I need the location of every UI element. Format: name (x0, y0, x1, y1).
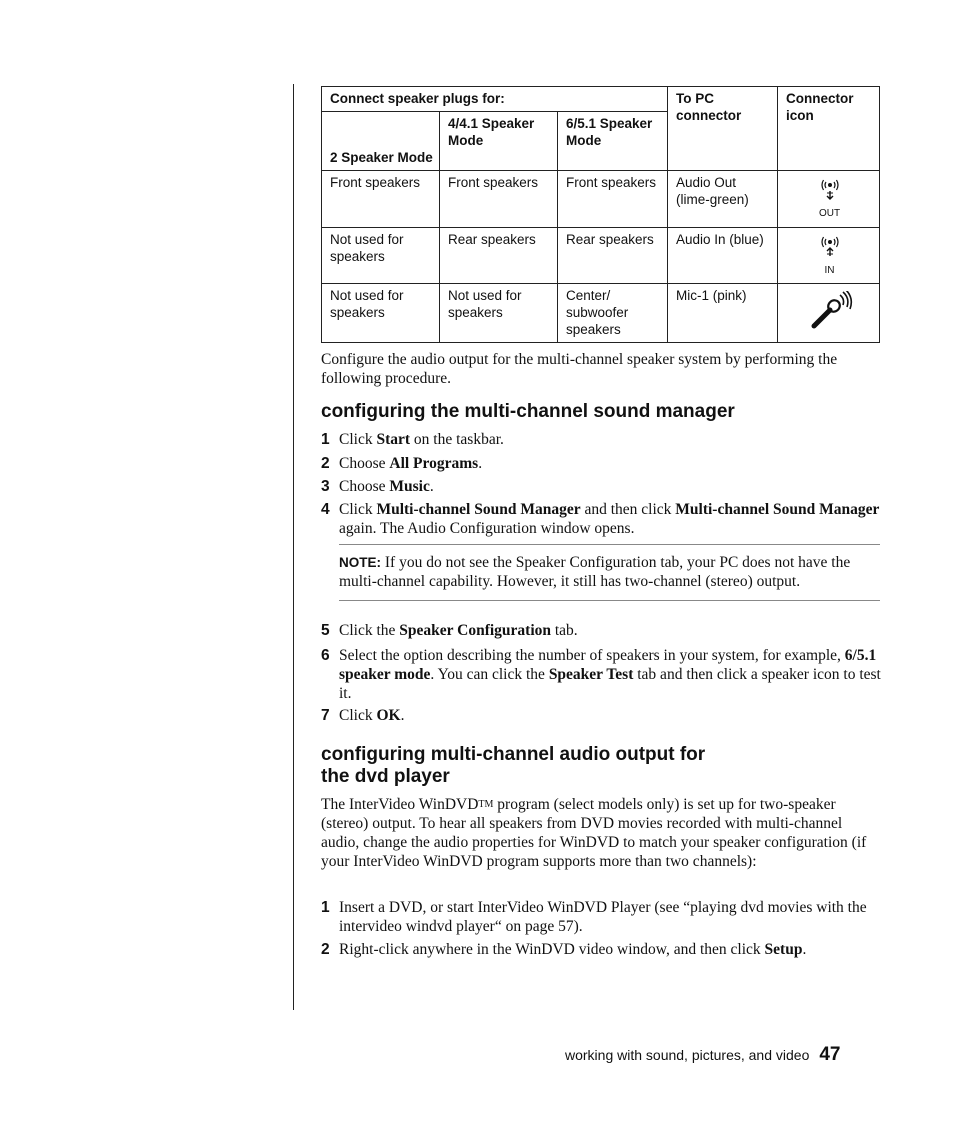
ui-term: Multi-channel Sound Manager (376, 501, 581, 518)
table-header-row (322, 87, 880, 112)
table-cell: Center/ subwoofer speakers (558, 284, 668, 343)
table-cell: Not used for speakers (322, 228, 440, 284)
header-pc-connector: To PC connector (668, 87, 778, 171)
step-number: 1 (321, 899, 330, 916)
ui-term: Music (389, 478, 430, 495)
ui-term: Setup (764, 941, 803, 958)
section-heading-sound-manager: configuring the multi-channel sound manager (321, 401, 735, 422)
table-cell: Front speakers (322, 171, 440, 228)
table-cell-icon (778, 171, 880, 228)
table-cell: Rear speakers (558, 228, 668, 284)
table-row (322, 228, 880, 284)
step-number: 3 (321, 478, 330, 495)
table-cell: Rear speakers (440, 228, 558, 284)
step-number: 5 (321, 622, 330, 639)
intro-paragraph: Configure the audio output for the multi-channel speaker system by performing the following procedure. (321, 351, 838, 387)
table-cell-icon (778, 284, 880, 343)
ui-term: OK (376, 707, 401, 724)
step-item: 1 Insert a DVD, or start InterVideo WinDVD Player (see “playing dvd movies with the intervideo windvd player“ on page 57). (321, 899, 867, 935)
speaker-in-icon (820, 235, 840, 261)
step-number: 2 (321, 941, 330, 958)
header-2-speaker: 2 Speaker Mode (322, 112, 440, 171)
footer-title: working with sound, pictures, and video (565, 1047, 810, 1063)
step-item: 2 Right-click anywhere in the WinDVD video window, and then click Setup. (321, 941, 807, 958)
table-row (322, 171, 880, 228)
left-margin-rule (293, 84, 294, 1010)
step-item: 7 Click OK. (321, 707, 405, 724)
note-box (339, 544, 880, 601)
step-number: 2 (321, 455, 330, 472)
header-connector-icon: Connector icon (778, 87, 880, 171)
header-connect-plugs: Connect speaker plugs for: (322, 87, 668, 112)
ui-term: Multi-channel Sound Manager (675, 501, 880, 518)
step-item: 4 Click Multi-channel Sound Manager and then click Multi-channel Sound Manager again. The Audio Configuration window opens. (321, 501, 880, 537)
ui-term: 6/5.1 speaker mode (339, 647, 877, 683)
header-4-speaker: 4/4.1 Speaker Mode (440, 112, 558, 171)
page-footer (565, 1044, 881, 1066)
page-number: 47 (819, 1044, 841, 1065)
section-heading-dvd-output: configuring multi-channel audio output for the dvd player (321, 744, 706, 787)
step-item: 6 Select the option describing the number of speakers in your system, for example, 6/5.1 speaker mode. You can click the Speaker Test tab and then click a speaker icon to test it. (321, 647, 881, 702)
step-item: 3 Choose Music. (321, 478, 434, 495)
step-number: 7 (321, 707, 330, 724)
ui-term: All Programs (389, 455, 479, 472)
note-text: If you do not see the Speaker Configuration tab, your PC does not have the multi-channel capability. However, it still has two-channel (stereo) output. (339, 554, 851, 590)
table-row (322, 284, 880, 343)
table-cell-icon (778, 228, 880, 284)
table-cell: Front speakers (440, 171, 558, 228)
step-item: 2 Choose All Programs. (321, 455, 483, 472)
step-number: 4 (321, 501, 330, 518)
table-cell: Not used for speakers (322, 284, 440, 343)
table-cell: Audio Out (lime-green) (668, 171, 778, 228)
header-6-speaker: 6/5.1 Speaker Mode (558, 112, 668, 171)
dvd-paragraph: The InterVideo WinDVD™ program (select models only) is set up for two-speaker (stereo) output. To hear all speakers from DVD movies recorded with multi-channel audio, change the audio properties for WinDVD to match your speaker configuration (if your InterVideo WinDVD program supports more than two channels): (321, 796, 867, 870)
ui-term: Start (376, 431, 411, 448)
step-item: 5 Click the Speaker Configuration tab. (321, 622, 578, 639)
ui-term: Speaker Configuration (399, 622, 551, 639)
table-cell: Not used for speakers (440, 284, 558, 343)
speaker-connection-table (321, 86, 880, 343)
icon-label-out: OUT (818, 208, 841, 219)
step-number: 1 (321, 431, 330, 448)
icon-label-in: IN (824, 264, 835, 276)
ui-term: Speaker Test (548, 666, 634, 683)
step-number: 6 (321, 647, 330, 664)
speaker-out-icon (820, 178, 840, 204)
table-cell: Audio In (blue) (668, 228, 778, 284)
microphone-icon (806, 291, 854, 331)
step-item: 1 Click Start on the taskbar. (321, 431, 504, 448)
table-cell: Mic-1 (pink) (668, 284, 778, 343)
table-cell: Front speakers (558, 171, 668, 228)
note-label: NOTE: (339, 555, 381, 570)
